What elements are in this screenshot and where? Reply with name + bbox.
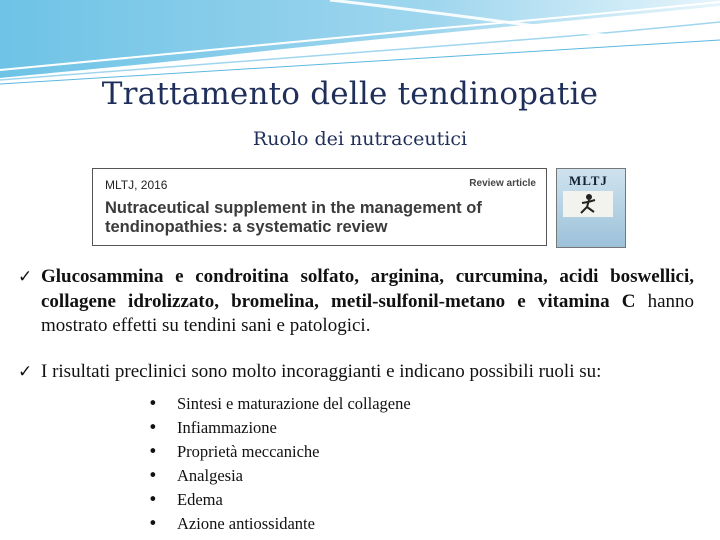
article-title: Nutraceutical supplement in the management of tendinopathies: a systematic review xyxy=(105,199,482,236)
list-item xyxy=(148,440,411,464)
list-item-label: Proprietà meccaniche xyxy=(177,442,320,461)
article-type-label: Review article xyxy=(469,178,536,189)
journal-citation: MLTJ, 2016 xyxy=(105,178,168,192)
list-item-label: Edema xyxy=(177,490,223,509)
runner-icon xyxy=(563,191,613,217)
page-title: Trattamento delle tendinopatie xyxy=(101,76,599,112)
possible-roles-list xyxy=(148,392,411,536)
bullet-icon: • xyxy=(148,442,158,461)
page-subtitle: Ruolo dei nutraceutici xyxy=(252,128,468,150)
list-item xyxy=(148,488,411,512)
checkmark-icon: ✓ xyxy=(18,267,33,287)
journal-cover-image xyxy=(556,168,626,248)
list-item xyxy=(148,392,411,416)
nutraceuticals-list: Glucosammina e condroitina solfato, arginina, curcumina, acidi boswellici, collagene idrolizzato, bromelina, metil-sulfonil-metano e vitamina C xyxy=(41,266,694,312)
check-item-preclinical xyxy=(18,360,694,385)
list-item-label: Sintesi e maturazione del collagene xyxy=(177,394,411,413)
bullet-icon: • xyxy=(148,466,158,485)
list-item-label: Infiammazione xyxy=(177,418,277,437)
list-item-label: Analgesia xyxy=(177,466,243,485)
bullet-icon: • xyxy=(148,418,158,437)
checkmark-icon: ✓ xyxy=(18,362,33,382)
check-item-text: I risultati preclinici sono molto incoraggianti e indicano possibili ruoli su: xyxy=(41,361,602,382)
check-item-text xyxy=(41,265,694,339)
list-item xyxy=(148,464,411,488)
effects-statement: hanno mostrato effetti su tendini sani e patologici. xyxy=(41,290,695,336)
article-reference-card xyxy=(92,168,547,246)
list-item xyxy=(148,416,411,440)
journal-cover-logo: MLTJ xyxy=(569,173,608,188)
check-item-nutraceuticals xyxy=(18,265,694,339)
cover-photo xyxy=(563,191,613,217)
bullet-icon: • xyxy=(148,514,158,533)
list-item xyxy=(148,512,411,536)
bullet-icon: • xyxy=(148,490,158,509)
bullet-icon: • xyxy=(148,394,158,413)
list-item-label: Azione antiossidante xyxy=(177,514,315,533)
